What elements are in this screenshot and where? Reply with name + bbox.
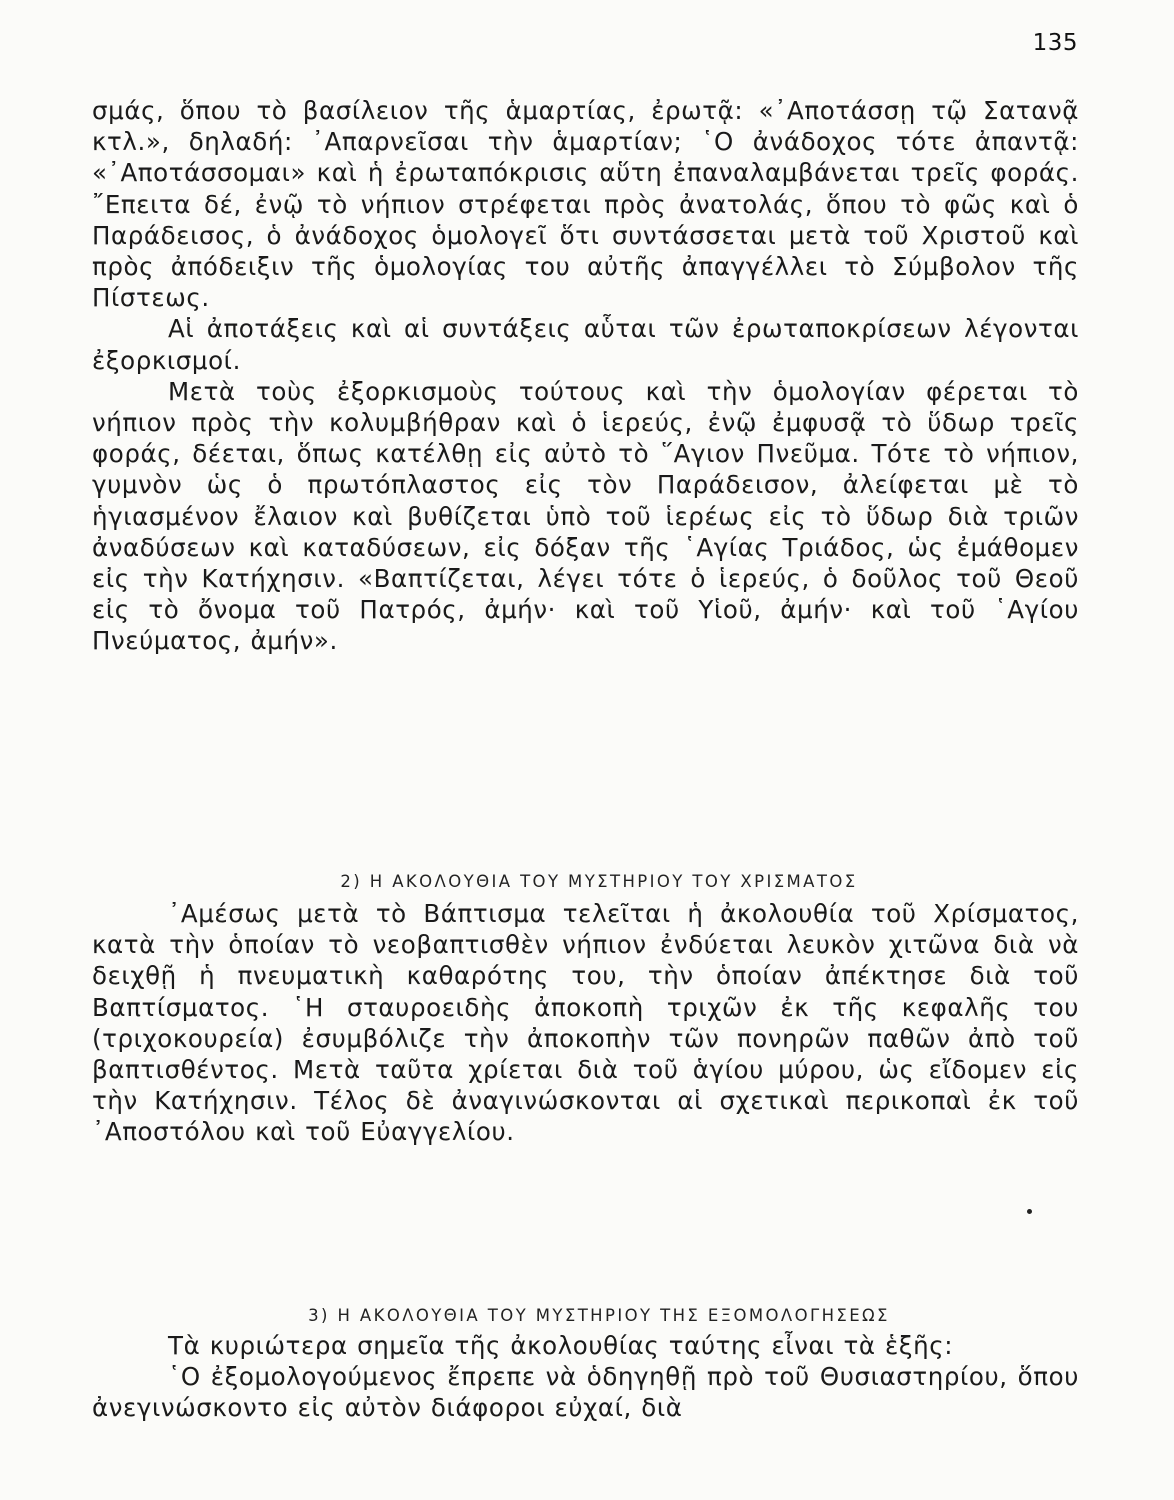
section-3-heading: 3) Η ΑΚΟΛΟΥΘΙΑ ΤΟΥ ΜΥΣΤΗΡΙΟΥ ΤΗΣ ΕΞΟΜΟΛΟΓΗΣΕΩΣ — [308, 1306, 890, 1325]
section-1-body — [92, 95, 1079, 657]
paragraph: Τὰ κυριώτερα σημεῖα τῆς ἀκολουθίας ταύτης εἶναι τὰ ἑξῆς: — [168, 1331, 954, 1360]
paragraph: ᾿Αμέσως μετὰ τὸ Βάπτισμα τελεῖται ἡ ἀκολουθία τοῦ Χρίσματος, κατὰ τὴν ὁποίαν τὸ νεοβαπτισθὲν νήπιον ἐνδύεται λευκὸν χιτῶνα διὰ νὰ δειχθῇ ἡ πνευματικὴ καθαρότης του, τὴν ὁποίαν ἀπέκτησε διὰ τοῦ Βαπτίσματος. ῾Η σταυροειδὴς ἀποκοπὴ τριχῶν ἐκ τῆς κεφαλῆς του (τριχοκουρεία) ἐσυμβόλιζε τὴν ἀποκοπὴν τῶν πονηρῶν παθῶν ἀπὸ τοῦ βαπτισθέντος. Μετὰ ταῦτα χρίεται διὰ τοῦ ἁγίου μύρου, ὡς εἴδομεν εἰς τὴν Κατήχησιν. Τέλος δὲ ἀναγινώσκονται αἱ σχετικαὶ περικοπαὶ ἐκ τοῦ ᾿Αποστόλου καὶ τοῦ Εὐαγγελίου. — [92, 899, 1079, 1147]
section-3-body — [92, 1330, 1079, 1424]
section-2-body — [92, 898, 1079, 1148]
paragraph: Μετὰ τοὺς ἐξορκισμοὺς τούτους καὶ τὴν ὁμολογίαν φέρεται τὸ νήπιον πρὸς τὴν κολυμβήθραν καὶ ὁ ἱερεύς, ἐνῷ ἐμφυσᾷ τὸ ὕδωρ τρεῖς φοράς, δέεται, ὅπως κατέλθῃ εἰς αὐτὸ τὸ ῞Αγιον Πνεῦμα. Τότε τὸ νήπιον, γυμνὸν ὡς ὁ πρωτόπλαστος εἰς τὸν Παράδεισον, ἀλείφεται μὲ τὸ ἡγιασμένον ἔλαιον καὶ βυθίζεται ὑπὸ τοῦ ἱερέως εἰς τὸ ὕδωρ διὰ τριῶν ἀναδύσεων καὶ καταδύσεων, εἰς δόξαν τῆς ῾Αγίας Τριάδος, ὡς ἐμάθομεν εἰς τὴν Κατήχησιν. «Βαπτίζεται, λέγει τότε ὁ ἱερεύς, ὁ δοῦλος τοῦ Θεοῦ εἰς τὸ ὄνομα τοῦ Πατρός, ἀμήν· καὶ τοῦ Υἱοῦ, ἀμήν· καὶ τοῦ ῾Αγίου Πνεύματος, ἀμήν». — [92, 376, 1079, 656]
paragraph: Αἱ ἀποτάξεις καὶ αἱ συντάξεις αὗται τῶν ἐρωταποκρίσεων λέγονται ἐξορκισμοί. — [92, 314, 1079, 375]
ink-speck — [1027, 1209, 1032, 1214]
paragraph: ῾Ο ἐξομολογούμενος ἔπρεπε νὰ ὁδηγηθῇ πρὸ τοῦ Θυσιαστηρίου, ὅπου ἀνεγινώσκοντο εἰς αὐτὸν διάφοροι εὐχαί, διὰ — [92, 1362, 1079, 1423]
page-number: 135 — [1032, 30, 1078, 56]
section-2-heading: 2) Η ΑΚΟΛΟΥΘΙΑ ΤΟΥ ΜΥΣΤΗΡΙΟΥ ΤΟΥ ΧΡΙΣΜΑΤΟΣ — [340, 872, 858, 891]
paragraph: σμάς, ὅπου τὸ βασίλειον τῆς ἁμαρτίας, ἐρωτᾷ: «᾿Αποτάσσῃ τῷ Σατανᾷ κτλ.», δηλαδή: ᾿Απαρνεῖσαι τὴν ἁμαρτίαν; ῾Ο ἀνάδοχος τότε ἀπαντᾷ: «᾿Αποτάσσομαι» καὶ ἡ ἐρωταπόκρισις αὕτη ἐπαναλαμβάνεται τρεῖς φοράς. ῎Επειτα δέ, ἐνῷ τὸ νήπιον στρέφεται πρὸς ἀνατολάς, ὅπου τὸ φῶς καὶ ὁ Παράδεισος, ὁ ἀνάδοχος ὁμολογεῖ ὅτι συντάσσεται μετὰ τοῦ Χριστοῦ καὶ πρὸς ἀπόδειξιν τῆς ὁμολογίας του αὐτῆς ἀπαγγέλλει τὸ Σύμβολον τῆς Πίστεως. — [92, 96, 1079, 313]
